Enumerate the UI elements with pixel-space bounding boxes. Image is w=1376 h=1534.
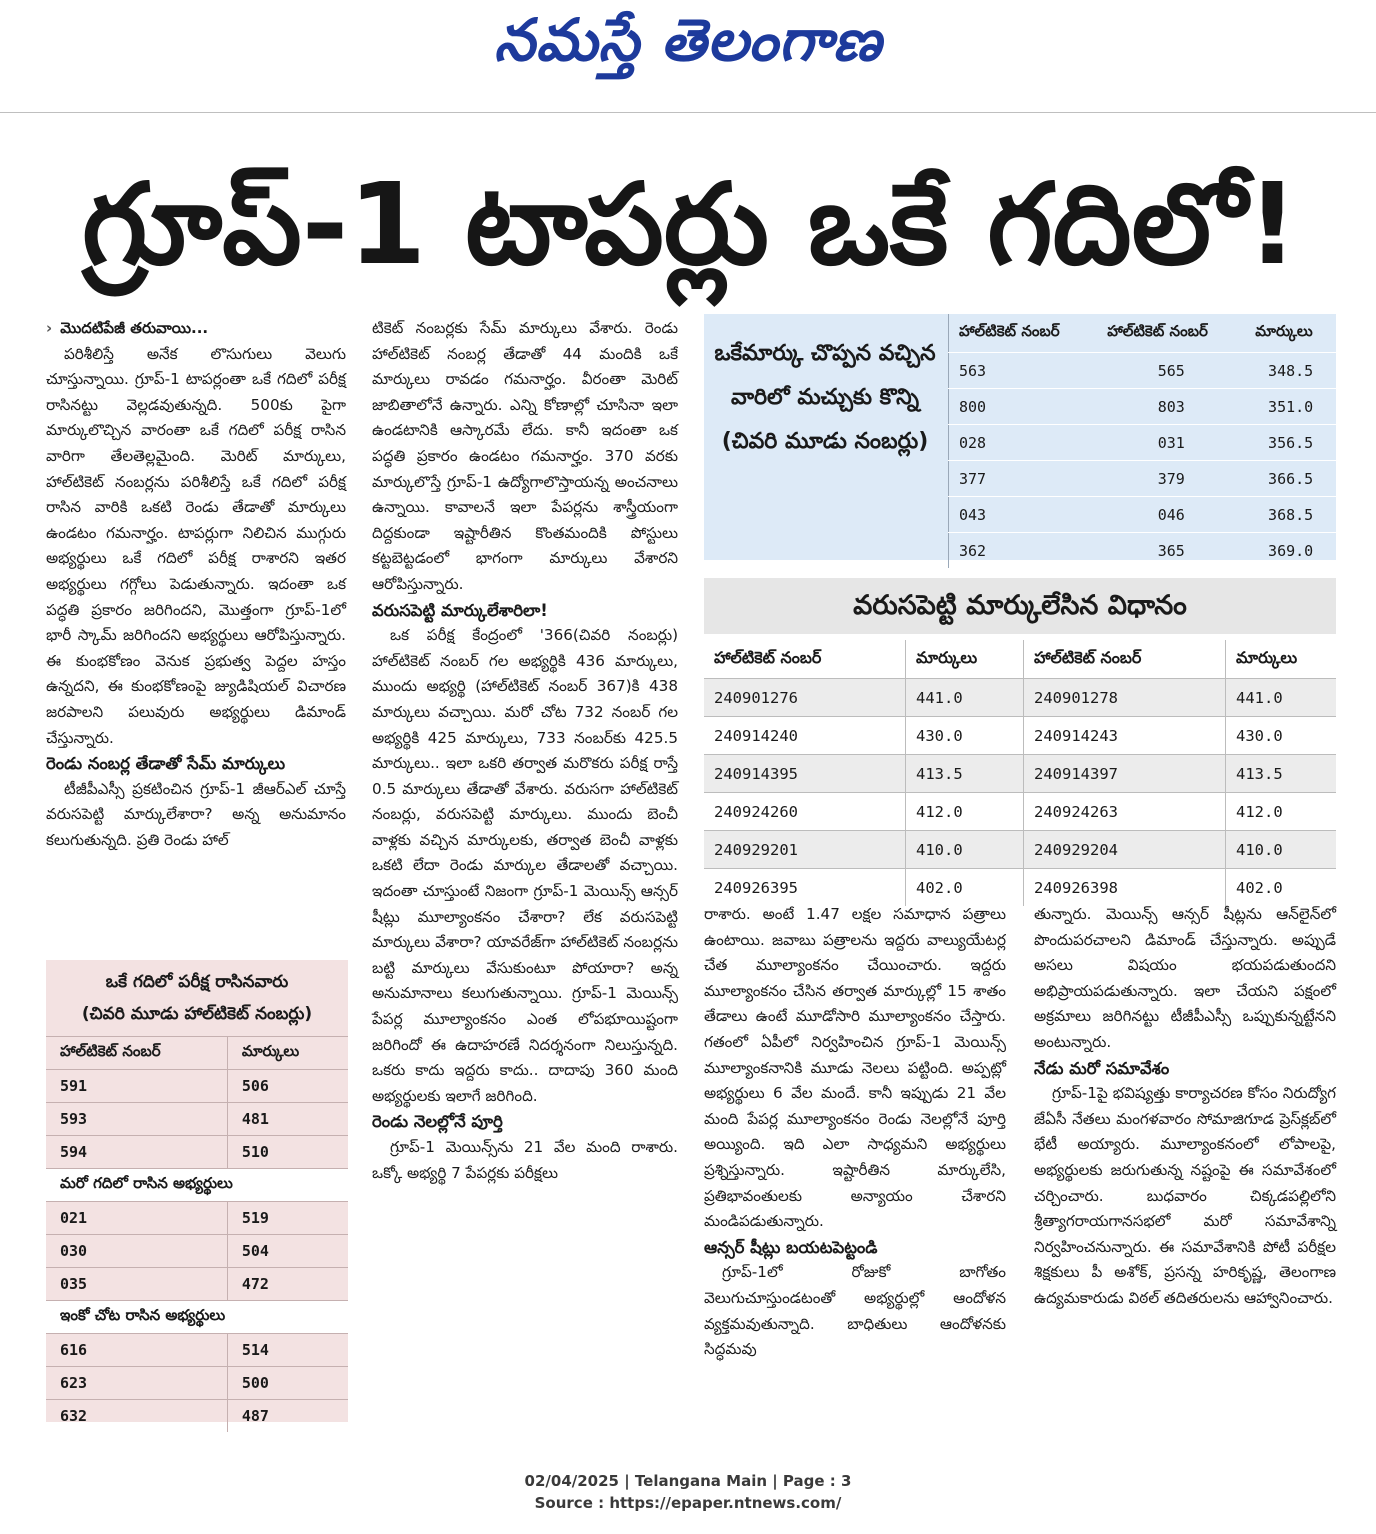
- article-paragraph: తున్నారు. మెయిన్స్ ఆన్సర్ షీట్లను ఆన్‌లైన్‌లో పొందుపరచాలని డిమాండ్ చేస్తున్నారు. అప్పుడే అసలు విషయం భయపడుతుందని అభిప్రాయపడుతున్నారు. ఇలా చేయని పక్షంలో అక్రమాలు జరిగినట్టు టీజీపీఎస్సీ ఒప్పుకున్నట్టేనని అంటున్నారు.: [1034, 905, 1336, 1051]
- article-paragraph: రాశారు. అంటే 1.47 లక్షల సమాధాన పత్రాలు ఉంటాయి. జవాబు పత్రాలను ఇద్దరు వాల్యుయేటర్ల చేత మూల్యాంకనం చేయించారు. ఇద్దరు మూల్యాంకనం చేసిన తర్వాత మార్కుల్లో 15 శాతం తేడాలు ఉంటే మూడోసారి మూల్యాంకనం చేస్తారు. గతంలో ఏపీలో నిర్వహించిన గ్రూప్-1 మెయిన్స్ మూల్యాంకనానికి మూడు నెలలు పట్టింది. అప్పట్లో అభ్యర్థులు 6 వేల మందే. కానీ ఇప్పుడు 21 వేల మంది పేపర్ల మూల్యాంకనం రెండు నెలల్లోనే పూర్తి అయ్యింది. ఇది ఎలా సాధ్యమని అభ్యర్థులు ప్రశ్నిస్తున్నారు. ఇష్టారీతిన మార్కులేసి, ప్రతిభావంతులకు అన్యాయం చేశారని మండిపడుతున్నారు.: [704, 905, 1006, 1231]
- table-row: 593 481: [46, 1103, 348, 1136]
- col-header-marks: మార్కులు: [1226, 640, 1337, 679]
- article-paragraph: టీజీపీఎస్సీ ప్రకటించిన గ్రూప్-1 జీఆర్ఎల్ చూస్తే వరుసపెట్టి మార్కులేశారా? అన్న అనుమానం కలుగుతున్నది. ప్రతి రెండు హాల్: [46, 779, 346, 849]
- column-3: [704, 902, 1006, 1363]
- col-header-ticket: హాల్‌టికెట్ నంబర్: [959, 322, 1060, 340]
- serial-table-title: వరుసపెట్టి మార్కులేసిన విధానం: [704, 578, 1336, 634]
- table-row: 377 379 366.5: [949, 461, 1337, 497]
- table-row: 591 506: [46, 1070, 348, 1103]
- subheading: నేడు మరో సమావేశం: [1034, 1058, 1170, 1078]
- table-row: 594 510: [46, 1136, 348, 1169]
- headline: గ్రూప్-1 టాపర్లు ఒకే గదిలో!: [82, 160, 1298, 290]
- masthead: [0, 0, 1376, 113]
- table-row: 240929201 410.0 240929204 410.0: [704, 831, 1336, 869]
- table-row: 362 365 369.0: [949, 533, 1337, 569]
- subheading: రెండు నెలల్లోనే పూర్తి: [372, 1112, 503, 1132]
- newspaper-logo: నమస్తే తెలంగాణ: [494, 6, 882, 74]
- table-row: 240914240 430.0 240914243 430.0: [704, 717, 1336, 755]
- table-row: 800 803 351.0: [949, 389, 1337, 425]
- edition-info: 02/04/2025 | Telangana Main | Page : 3: [524, 1472, 852, 1490]
- table-row: 240901276 441.0 240901278 441.0: [704, 679, 1336, 717]
- column-2: [372, 316, 678, 1186]
- table-row: 240914395 413.5 240914397 413.5: [704, 755, 1336, 793]
- article-paragraph: పరిశీలిస్తే అనేక లొసుగులు వెలుగు చూస్తున్నాయి. గ్రూప్-1 టాపర్లంతా ఒకే గదిలో పరీక్ష రాసినట్టు వెల్లడవుతున్నది. 500కు పైగా మార్కులొచ్చిన వారంతా ఒకే గదిలో పరీక్ష రాసిన వారిగా తేలతెల్లమైంది. మెరిట్ మార్కులు, హాల్‌టికెట్ నంబర్లను పరిశీలిస్తే ఒకే గదిలో పరీక్ష రాసిన వారికి ఒకటి రెండు తేడాతో మార్కులు ఉండటం గమనార్హం. టాపర్లుగా నిలిచిన ముగ్గురు అభ్యర్థులు ఒకే గదిలో పరీక్ష రాశారని ఇతర అభ్యర్థులు గగ్గోలు పెడుతున్నారు. ఇదంతా ఒక పద్ధతి ప్రకారం జరిగిందని, మొత్తంగా గ్రూప్-1లో భారీ స్కామ్ జరిగిందని అభ్యర్థులు ఆరోపిస్తున్నారు. ఈ కుంభకోణం వెనుక ప్రభుత్వ పెద్దల హస్తం ఉన్నదని, ఈ కుంభకోణంపై జ్యుడిషియల్ విచారణ జరపాలని పలువురు అభ్యర్థులు డిమాండ్ చేస్తున్నారు.: [46, 344, 346, 747]
- kicker: [46, 316, 346, 342]
- table-row: 240926395 402.0 240926398 402.0: [704, 869, 1336, 907]
- col-header-marks: మార్కులు: [906, 640, 1024, 679]
- column-4: [1034, 902, 1336, 1312]
- table-row: 563 565 348.5: [949, 353, 1337, 389]
- same-marks-table: [948, 314, 1336, 568]
- group-label: మరో గదిలో రాసిన అభ్యర్థులు: [46, 1169, 348, 1202]
- table-row: 021 519: [46, 1202, 348, 1235]
- footer: [0, 1470, 1376, 1514]
- same-marks-box: [704, 314, 1336, 560]
- subheading: ఆన్సర్ షీట్లు బయటపెట్టండి: [704, 1237, 878, 1257]
- serial-marks-table: [704, 640, 1336, 906]
- col-header-marks: మార్కులు: [227, 1037, 348, 1070]
- table-row: 043 046 368.5: [949, 497, 1337, 533]
- article-paragraph: గ్రూప్-1లో రోజుకో బాగోతం వెలుగుచూస్తుండటంతో అభ్యర్థుల్లో ఆందోళన వ్యక్తమవుతున్నాది. బాధితులు ఆందోళనకు సిద్ధమవు: [704, 1263, 1006, 1359]
- table-row: 030 504: [46, 1235, 348, 1268]
- col-header-ticket: హాల్‌టికెట్ నంబర్: [1024, 640, 1226, 679]
- article-paragraph: గ్రూప్-1పై భవిష్యత్తు కార్యాచరణ కోసం నిరుద్యోగ జేఏసీ నేతలు మంగళవారం సోమాజిగూడ ప్రెస్‌క్లబ్‌లో భేటీ అయ్యారు. మూల్యాంకనంలో లోపాలపై, అభ్యర్థులకు జరుగుతున్న నష్టంపై ఈ సమావేశంలో చర్చించారు. బుధవారం చిక్కడపల్లిలోని శ్రీత్యాగరాయగానసభలో మరో సమావేశాన్ని నిర్వహించనున్నారు. ఈ సమావేశానికి పోటీ పరీక్షల శిక్షకులు పీ అశోక్, ప్రసన్న హరికృష్ణ, తెలంగాణ ఉద్యమకారుడు విఠల్ తదితరులను ఆహ్వానించారు.: [1034, 1084, 1336, 1307]
- article-paragraph: ఒక పరీక్ష కేంద్రంలో '366(చివరి నంబర్లు) హాల్‌టికెట్ నంబర్ గల అభ్యర్థికి 436 మార్కులు, ముందు అభ్యర్థి (హాల్‌టికెట్ నంబర్ 367)కి 438 మార్కులు వచ్చాయి. మరో చోట 732 నంబర్ గల అభ్యర్థికి 425 మార్కులు, 733 నంబర్‌కు 425.5 మార్కులు.. ఇలా ఒకరి తర్వాత మరొకరు పరీక్ష రాస్తే 0.5 మార్కులు తేడాతో వేశారు. వరుసగా హాల్‌టికెట్ నంబర్లు, వరుసపెట్టి మార్కులు. ముందు బెంచీ వాళ్లకు వచ్చిన మార్కులకు, తర్వాత బెంచీ వాళ్లకు ఒకటి లేదా రెండు మార్కుల తేడాలతో వచ్చాయి. ఇదంతా చూస్తుంటే నిజంగా గ్రూప్-1 మెయిన్స్ ఆన్సర్ షీట్లు మూల్యాంకనం చేశారా? లేక వరుసపెట్టి మార్కులు వేశారా? యావరేజ్‌గా హాల్‌టికెట్ నంబర్లను బట్టి మార్కులు వేసుకుంటూ పోయారా? అన్న అనుమానాలు కలుగుతున్నాయి. గ్రూప్-1 మెయిన్స్ పేపర్ల మూల్యాంకనం ఎంత లోపభూయిష్టంగా జరిగిందో ఈ ఉదాహరణే నిదర్శనంగా నిలుస్తున్నది. ఒకరు కాదు ఇద్దరు కాదు.. దాదాపు 360 మంది అభ్యర్థులకు ఇలాగే జరిగింది.: [372, 626, 678, 1105]
- table-row: 632 487: [46, 1400, 348, 1433]
- box-label: ఒకేమార్కు చొప్పన వచ్చిన వారిలో మచ్చుకు కొన్ని (చివరి మూడు నంబర్లు): [714, 341, 936, 454]
- article-paragraph: టికెట్ నంబర్లకు సేమ్ మార్కులు వేశారు. రెండు హాల్‌టికెట్ నంబర్ల తేడాతో 44 మందికి ఒకే మార్కులు రావడం గమనార్హం. వీరంతా మెరిట్ జాబితాలోనే ఉన్నారు. ఎన్ని కోణాల్లో చూసినా ఇలా ఉండటానికి ఆస్కారమే లేదు. కానీ ఇదంతా ఒక పద్ధతి ప్రకారం ఉండటం గమనార్హం. 370 వరకు మార్కులొస్తే గ్రూప్-1 ఉద్యోగాలొస్తాయన్న అంచనాలు ఉన్నాయి. కావాలనే ఇలా పేపర్లను శాస్త్రీయంగా దిద్దకుండా ఇష్టారీతిన కొంతమందికి పోస్టులు కట్టబెట్టడంలో భాగంగా మార్కులు వేశారని ఆరోపిస్తున్నారు.: [372, 319, 678, 593]
- table-row: 035 472: [46, 1268, 348, 1301]
- group-label: ఇంకో చోట రాసిన అభ్యర్థులు: [46, 1301, 348, 1334]
- kicker-text: మొదటిపేజీ తరువాయి...: [60, 319, 209, 337]
- same-room-table: [46, 1036, 348, 1432]
- table-row: 616 514: [46, 1334, 348, 1367]
- col-header-ticket: హాల్‌టికెట్ నంబర్: [714, 647, 822, 667]
- chevron-right-icon: ›: [46, 319, 53, 337]
- subheading: వరుసపెట్టి మార్కులేశారిలా!: [372, 600, 548, 620]
- source-link[interactable]: Source : https://epaper.ntnews.com/: [534, 1494, 842, 1512]
- box-subtitle: (చివరి మూడు హాల్‌టికెట్ నంబర్లు): [81, 1004, 313, 1024]
- subheading: రెండు నంబర్ల తేడాతో సేమ్ మార్కులు: [46, 754, 286, 774]
- column-1: [46, 316, 346, 853]
- col-header-marks: మార్కులు: [1255, 322, 1313, 340]
- table-row: 240924260 412.0 240924263 412.0: [704, 793, 1336, 831]
- article-paragraph: గ్రూప్-1 మెయిన్స్‌ను 21 వేల మంది రాశారు. ఒక్కో అభ్యర్థి 7 పేపర్లకు పరీక్షలు: [372, 1138, 678, 1182]
- table-row: 623 500: [46, 1367, 348, 1400]
- col-header-ticket: హాల్‌టికెట్ నంబర్: [46, 1037, 227, 1070]
- box-title: ఒకే గదిలో పరీక్ష రాసినవారు: [105, 972, 289, 992]
- table-row: 028 031 356.5: [949, 425, 1337, 461]
- same-room-box: [46, 960, 348, 1425]
- col-header-ticket: హాల్‌టికెట్ నంబర్: [1107, 322, 1208, 340]
